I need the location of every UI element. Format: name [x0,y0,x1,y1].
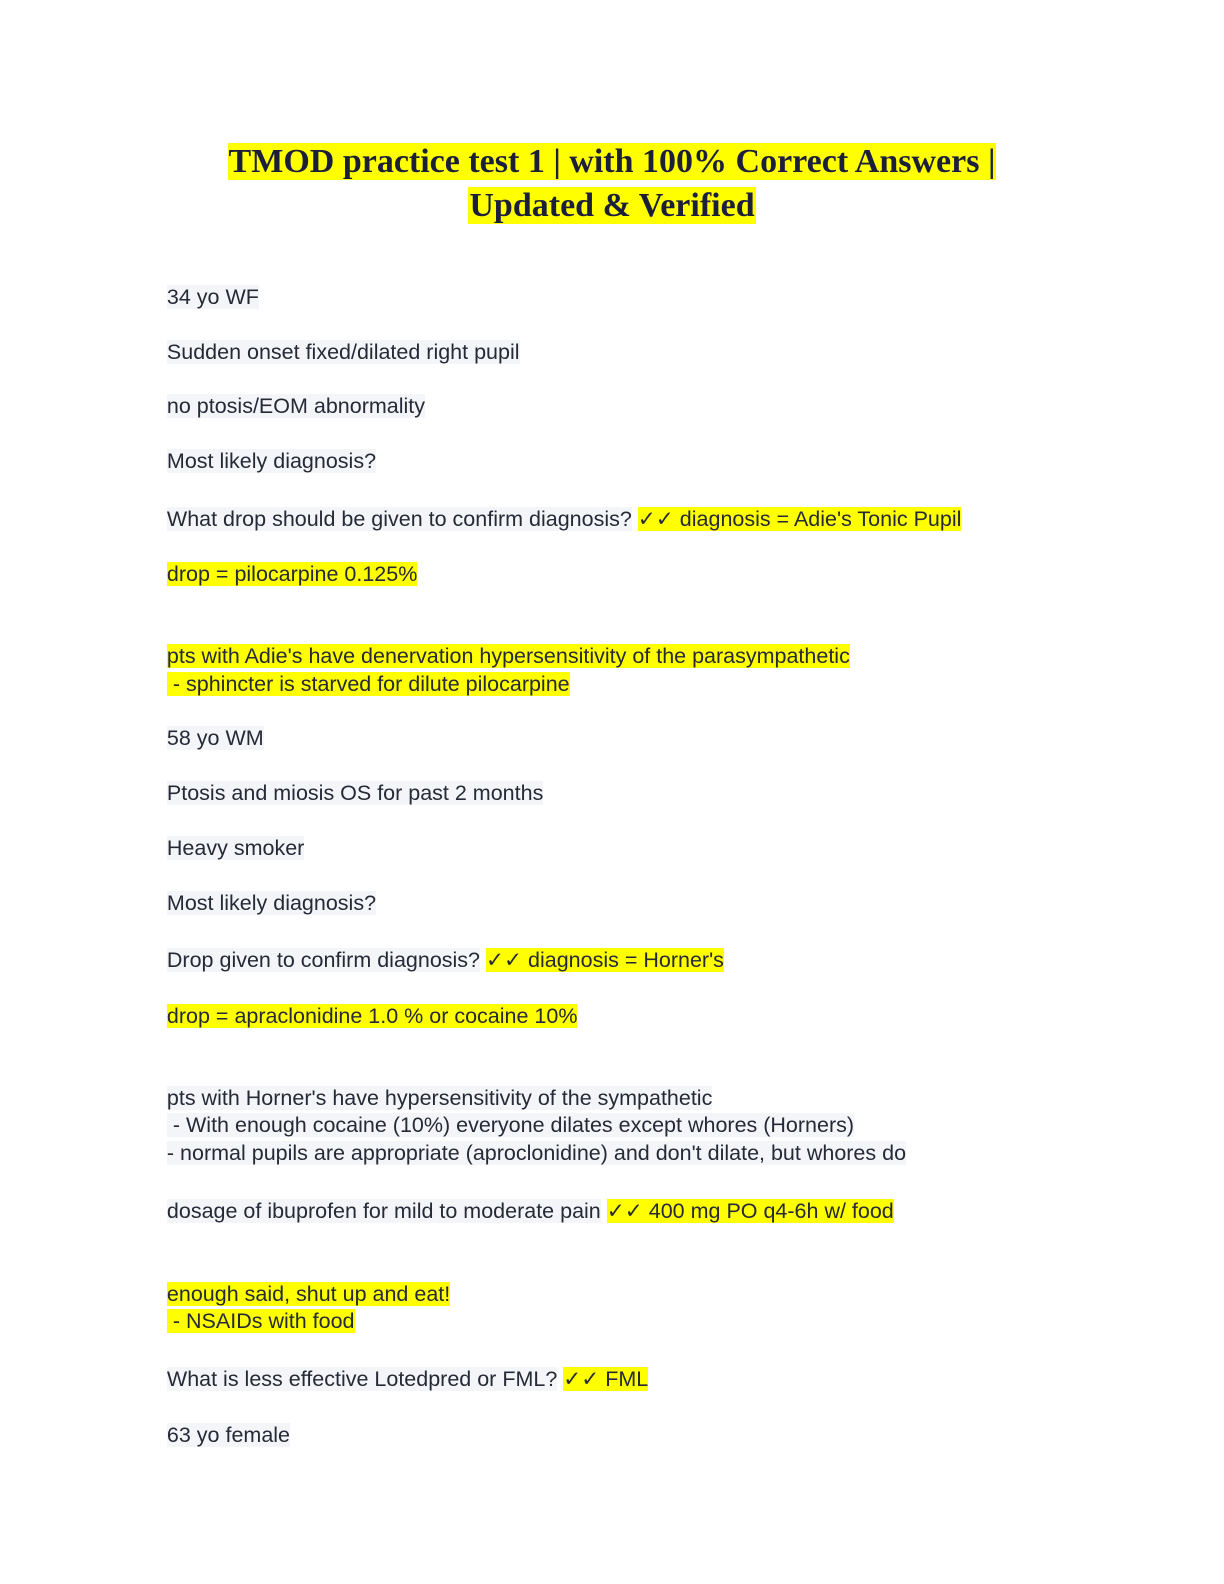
case1-finding-1: Sudden onset fixed/dilated right pupil [166,340,520,364]
case2-finding-2: Heavy smoker [166,836,305,860]
case1-answer-drop: drop = pilocarpine 0.125% [166,562,418,586]
q3-answer: ✓✓ 400 mg PO q4-6h w/ food [606,1199,894,1223]
case1-answer: ✓✓ diagnosis = Adie's Tonic Pupil [637,507,962,531]
case2-question-1: Most likely diagnosis? [166,891,377,915]
case1-patient: 34 yo WF [166,285,259,309]
q3-explanation-2: - NSAIDs with food [166,1309,355,1333]
case1-question-2: What drop should be given to confirm diagnosis? ✓✓ diagnosis = Adie's Tonic Pupil [166,507,962,531]
case1-explanation-2: - sphincter is starved for dilute pilocarpine [166,672,570,696]
case1-question-1: Most likely diagnosis? [166,449,377,473]
title-line-1: TMOD practice test 1 | with 100% Correct Answers | [228,143,996,180]
case5-patient: 63 yo female [166,1423,291,1447]
case2-answer: ✓✓ diagnosis = Horner's [486,948,724,972]
q4-answer: ✓✓ FML [563,1367,649,1391]
case2-patient: 58 yo WM [166,726,264,750]
case2-answer-drop: drop = apraclonidine 1.0 % or cocaine 10% [166,1004,578,1028]
title-line-2: Updated & Verified [469,187,755,224]
case2-finding-1: Ptosis and miosis OS for past 2 months [166,781,544,805]
q4-question: What is less effective Lotedpred or FML? ✓✓ FML [166,1367,649,1391]
q3-question: dosage of ibuprofen for mild to moderate pain ✓✓ 400 mg PO q4-6h w/ food [166,1199,894,1223]
case2-explanation-3: - normal pupils are appropriate (aproclonidine) and don't dilate, but whores do [166,1141,907,1165]
case2-question-2: Drop given to confirm diagnosis? ✓✓ diagnosis = Horner's [166,948,724,972]
case1-finding-2: no ptosis/EOM abnormality [166,394,426,418]
case2-explanation-2: - With enough cocaine (10%) everyone dilates except whores (Horners) [166,1113,855,1137]
case1-explanation-1: pts with Adie's have denervation hypersensitivity of the parasympathetic [166,644,850,668]
document-title [0,140,1224,228]
case2-explanation-1: pts with Horner's have hypersensitivity of the sympathetic [166,1086,713,1110]
q3-explanation-1: enough said, shut up and eat! [166,1282,451,1306]
